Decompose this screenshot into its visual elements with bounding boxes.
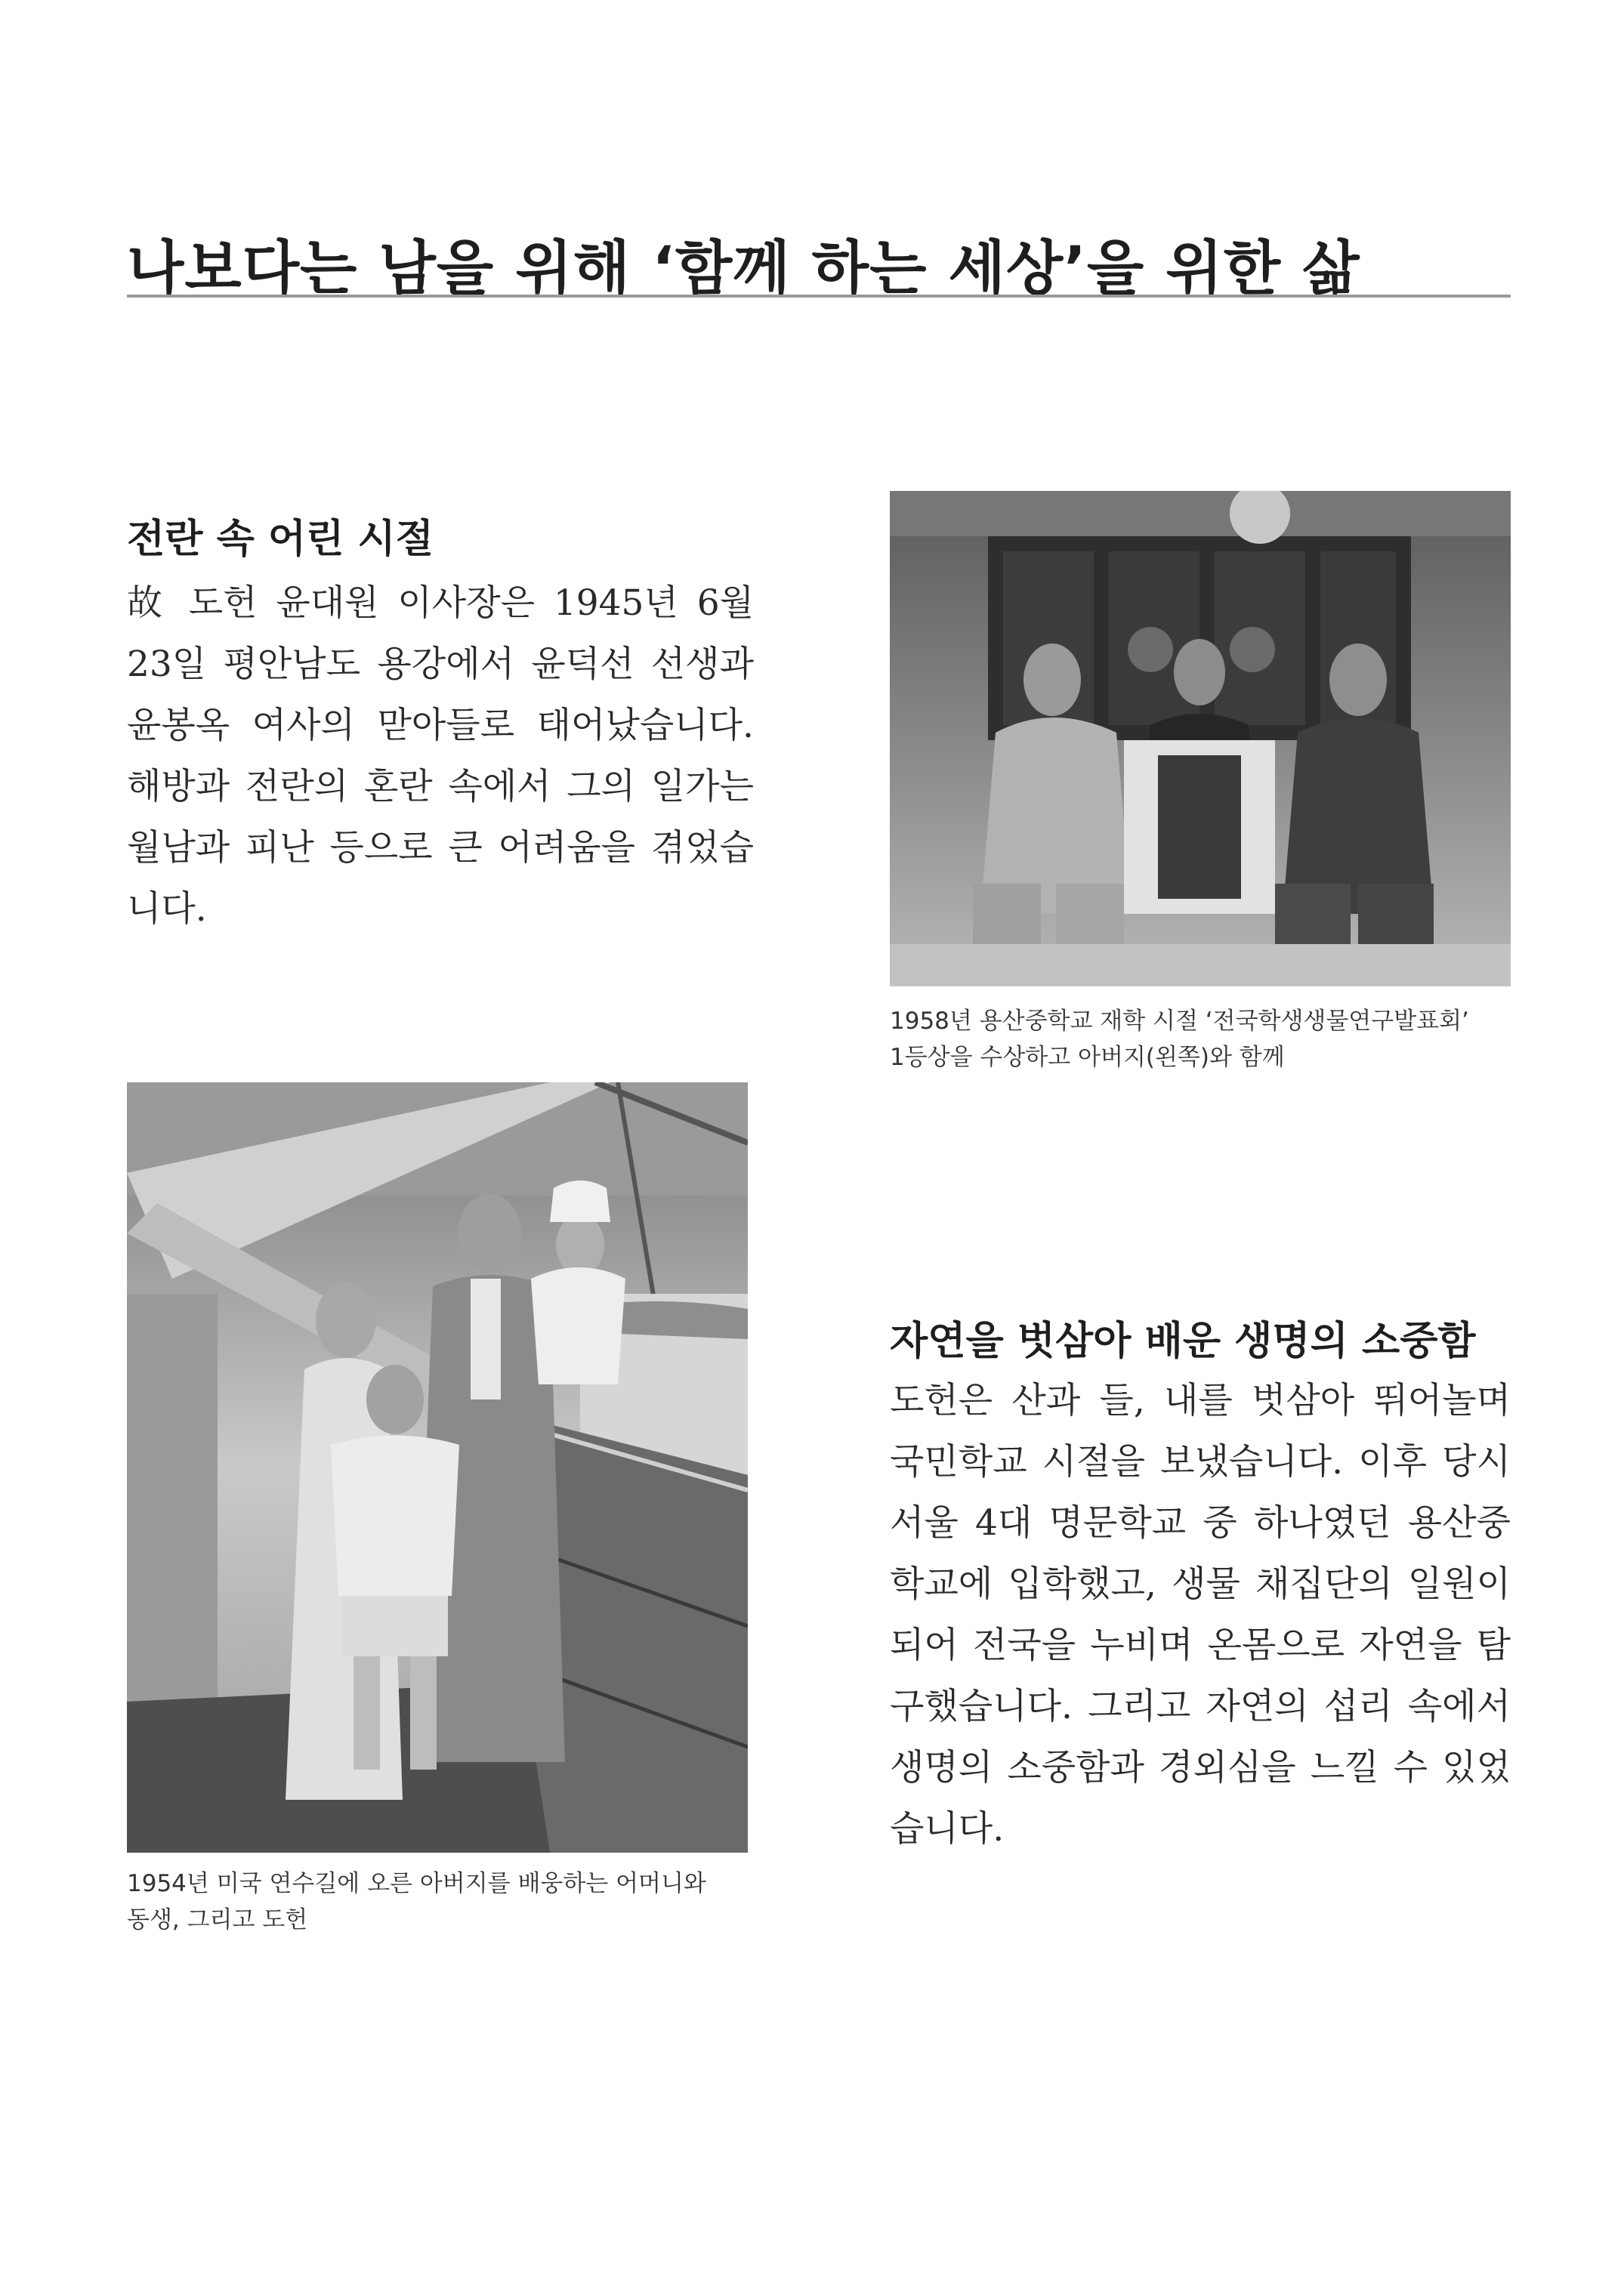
photo-family-ship (127, 1082, 748, 1853)
caption-line: 1등상을 수상하고 아버지(왼쪽)와 함께 (890, 1044, 1285, 1071)
section-body-childhood: 故 도헌 윤대원 이사장은 1945년 6월 23일 평안남도 용강에서 윤덕선 선생과 윤봉옥 여사의 맏아들로 태어났습니다. 해방과 전란의 혼란 속에서 그의 일가는 월남과 피난 등으로 큰 어려움을 겪었습니다. (127, 582, 754, 930)
section-heading-nature: 자연을 벗삼아 배운 생명의 소중함 (890, 1319, 1476, 1365)
caption-line: 1958년 용산중학교 재학 시절 ‘전국학생생물연구발표회’ (890, 1008, 1469, 1035)
photo-caption-family (127, 1866, 754, 1938)
caption-line: 1954년 미국 연수길에 오른 아버지를 배웅하는 어머니와 (127, 1870, 706, 1897)
title-divider (127, 295, 1511, 298)
page-title: 나보다는 남을 위해 ‘함께 하는 세상’을 위한 삶 (127, 235, 1360, 304)
caption-line: 동생, 그리고 도헌 (127, 1906, 308, 1933)
section-heading-childhood: 전란 속 어린 시절 (127, 517, 434, 563)
photo-caption-award (890, 1003, 1517, 1076)
photo-award-ceremony (890, 491, 1511, 986)
section-body-nature: 도헌은 산과 들, 내를 벗삼아 뛰어놀며 국민학교 시절을 보냈습니다. 이후 당시 서울 4대 명문학교 중 하나였던 용산중학교에 입학했고, 생물 채집단의 일원이 되어 전국을 누비며 온몸으로 자연을 탐구했습니다. 그리고 자연의 섭리 속에서 생명의 소중함과 경외심을 느낄 수 있었습니다. (890, 1380, 1511, 1850)
